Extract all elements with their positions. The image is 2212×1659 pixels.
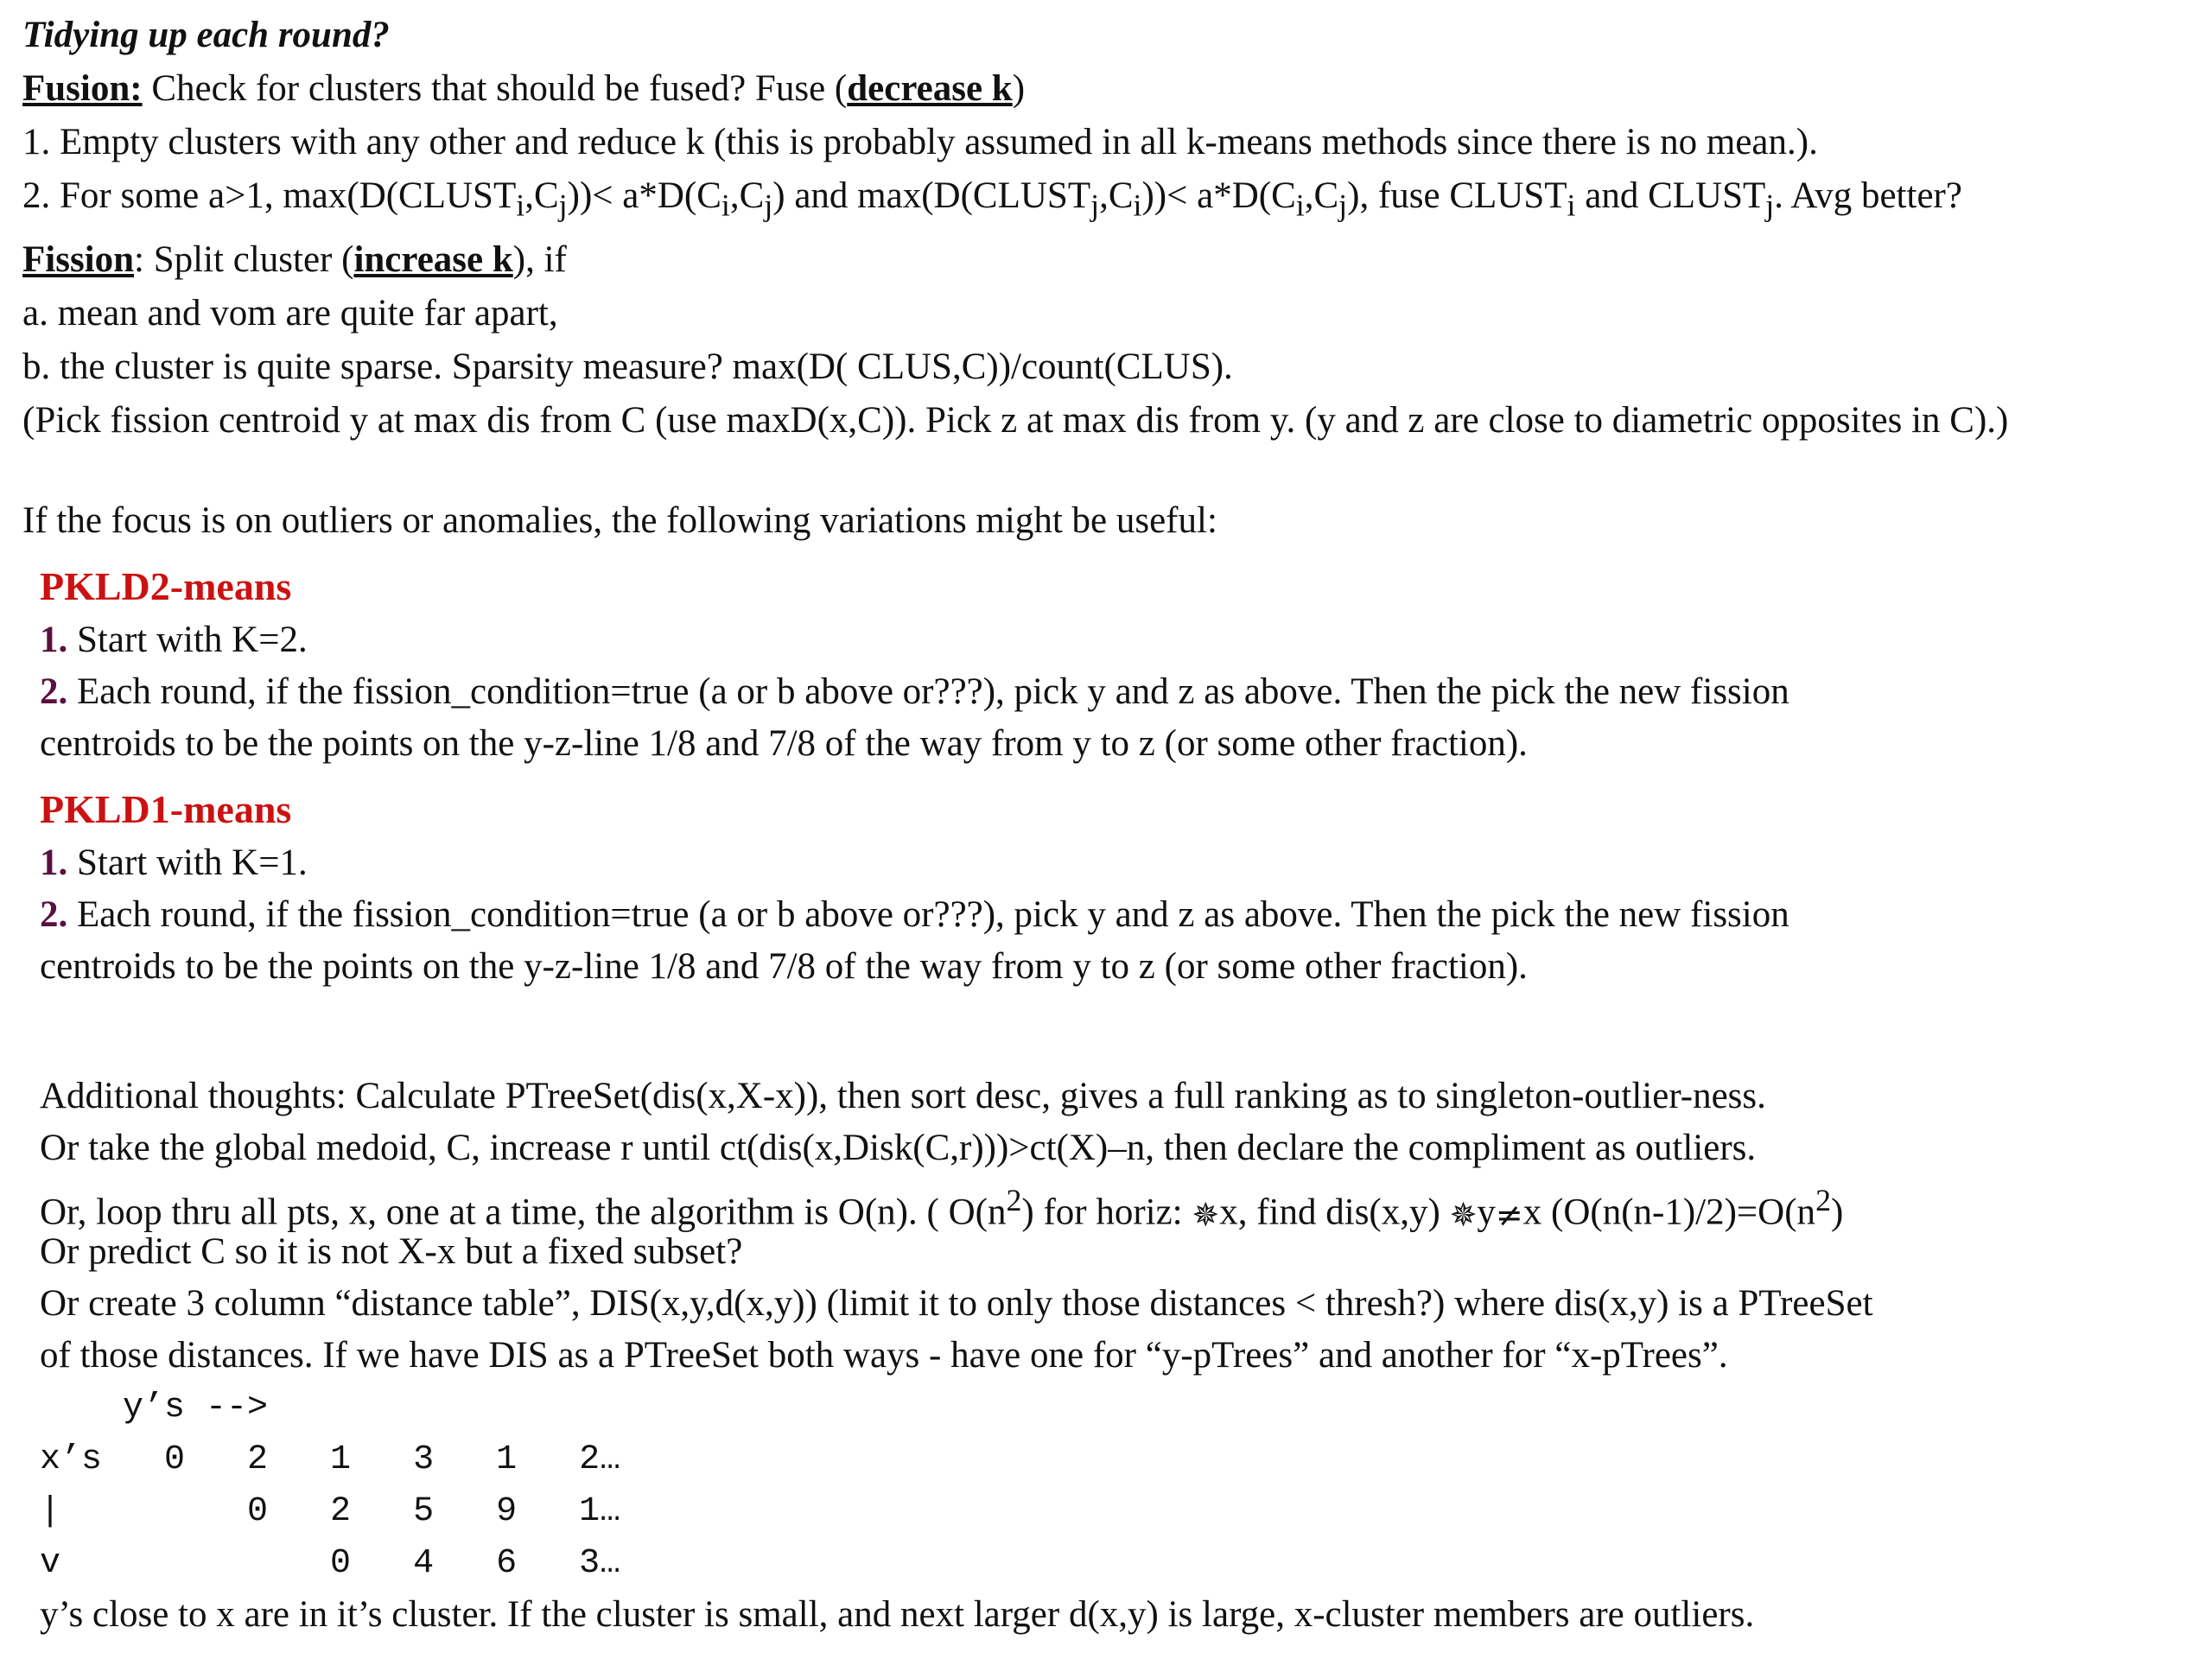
global-medoid-line: Or take the global medoid, C, increase r until ct(dis(x,Disk(C,r)))>ct(X)–n, then declare the compliment as outliers.	[40, 1128, 1757, 1168]
item2-part-a: 2. For some a>1, max(D(CLUST	[22, 175, 517, 216]
fission-action: increase k	[353, 239, 513, 280]
for-all-icon: ✵	[1449, 1196, 1478, 1235]
sub-j: j	[1338, 188, 1348, 223]
loop-text-d: y	[1477, 1192, 1496, 1233]
step-text: Start with K=2.	[67, 620, 308, 660]
pkld2-step-2	[40, 667, 1789, 717]
distance-table-line: Or create 3 column “distance table”, DIS(x,y,d(x,y)) (limit it to only those distances < thresh?) where dis(x,y) is a PTreeSet	[40, 1283, 1873, 1324]
step-number: 1.	[40, 842, 68, 883]
step-number: 2.	[40, 671, 68, 712]
pkld2-step-1	[40, 615, 308, 665]
fission-b: b. the cluster is quite sparse. Sparsity measure? max(D( CLUS,C))/count(CLUS).	[22, 346, 1233, 387]
sub-i: i	[721, 188, 730, 223]
pkld1-step-2	[40, 890, 1789, 940]
superscript-2: 2	[1815, 1183, 1831, 1217]
table-row: v 0 4 6 3…	[40, 1544, 621, 1583]
ptreeset-line: of those distances. If we have DIS as a PTreeSet both ways - have one for “y-pTrees” and another for “x-pTrees”.	[40, 1335, 1728, 1376]
sub-j: j	[1765, 188, 1775, 223]
sub-j: j	[764, 188, 773, 223]
sub-j: j	[1090, 188, 1100, 223]
fission-line	[22, 235, 567, 285]
fission-pick: (Pick fission centroid y at max dis from C (use maxD(x,C)). Pick z at max dis from y. (y and z are close to diametric opposites in C).)	[22, 400, 2009, 441]
step-number: 2.	[40, 894, 68, 935]
loop-text-b: ) for horiz:	[1021, 1192, 1192, 1233]
outliers-intro: If the focus is on outliers or anomalies, the following variations might be useful:	[22, 500, 1217, 541]
item2-part-j: and CLUST	[1575, 175, 1766, 216]
pkld1-heading: PKLD1-means	[40, 787, 292, 831]
for-all-icon: ✵	[1192, 1196, 1220, 1235]
sub-i: i	[516, 188, 525, 223]
sub-i: i	[1295, 188, 1305, 223]
loop-text-c: x, find dis(x,y)	[1219, 1192, 1450, 1233]
not-equal-icon: ≠	[1495, 1196, 1523, 1235]
predict-line: Or predict C so it is not X-x but a fixed subset?	[40, 1231, 743, 1272]
loop-text-a: Or, loop thru all pts, x, one at a time, the algorithm is O(n). ( O(n	[40, 1192, 1007, 1233]
step-text: Each round, if the fission_condition=true (a or b above or???), pick y and z as above. Then the pick the new fission	[67, 894, 1789, 935]
table-row: | 0 2 5 9 1…	[40, 1492, 621, 1531]
fission-a: a. mean and vom are quite far apart,	[22, 293, 558, 334]
fission-tail: ), if	[512, 239, 567, 280]
fission-label: Fission	[22, 239, 135, 280]
sub-i: i	[1133, 188, 1142, 223]
fusion-close: )	[1012, 68, 1026, 109]
superscript-2: 2	[1006, 1183, 1022, 1217]
item2-part-i: ), fuse CLUST	[1347, 175, 1567, 216]
pkld1-step-1	[40, 838, 308, 888]
step-number: 1.	[40, 620, 68, 660]
step-text: Each round, if the fission_condition=true (a or b above or???), pick y and z as above. Then the pick the new fission	[67, 671, 1789, 712]
item2-part-g: ))< a*D(C	[1141, 175, 1296, 216]
item2-part-d: ,C	[729, 175, 765, 216]
fusion-action: decrease k	[847, 68, 1013, 109]
pkld2-heading: PKLD2-means	[40, 564, 292, 608]
closing-line: y’s close to x are in it’s cluster. If the cluster is small, and next larger d(x,y) is large, x-cluster members are outliers.	[40, 1594, 1755, 1635]
loop-text-e: x (O(n(n-1)/2)=O(n	[1522, 1192, 1816, 1233]
sub-j: j	[558, 188, 568, 223]
fusion-text: Check for clusters that should be fused? Fuse (	[142, 68, 848, 109]
table-row: x’s 0 2 1 3 1 2…	[40, 1440, 621, 1479]
step-text: Start with K=1.	[67, 842, 308, 883]
fusion-item-2	[22, 171, 1962, 231]
item2-part-h: ,C	[1304, 175, 1339, 216]
item2-part-f: ,C	[1099, 175, 1134, 216]
page-title: Tidying up each round?	[22, 15, 390, 55]
item2-part-k: . Avg better?	[1774, 175, 1962, 216]
table-header: y’s -->	[40, 1389, 269, 1427]
item2-part-c: ))< a*D(C	[567, 175, 721, 216]
item2-part-e: ) and max(D(CLUST	[772, 175, 1091, 216]
item2-part-b: ,C	[524, 175, 559, 216]
fusion-label: Fusion:	[22, 68, 143, 109]
fusion-line	[22, 64, 1025, 114]
loop-text-f: )	[1830, 1192, 1844, 1233]
pkld1-step-2-cont: centroids to be the points on the y-z-line 1/8 and 7/8 of the way from y to z (or some other fraction).	[40, 946, 1528, 987]
sub-i: i	[1567, 188, 1576, 223]
fusion-item-1: 1. Empty clusters with any other and reduce k (this is probably assumed in all k-means methods since there is no mean.).	[22, 122, 1818, 162]
fission-colon: : Split cluster (	[134, 239, 354, 280]
additional-thoughts: Additional thoughts: Calculate PTreeSet(dis(x,X-x)), then sort desc, gives a full ranking as to singleton-outlier-ness.	[40, 1076, 1766, 1116]
pkld2-step-2-cont: centroids to be the points on the y-z-line 1/8 and 7/8 of the way from y to z (or some other fraction).	[40, 723, 1528, 764]
